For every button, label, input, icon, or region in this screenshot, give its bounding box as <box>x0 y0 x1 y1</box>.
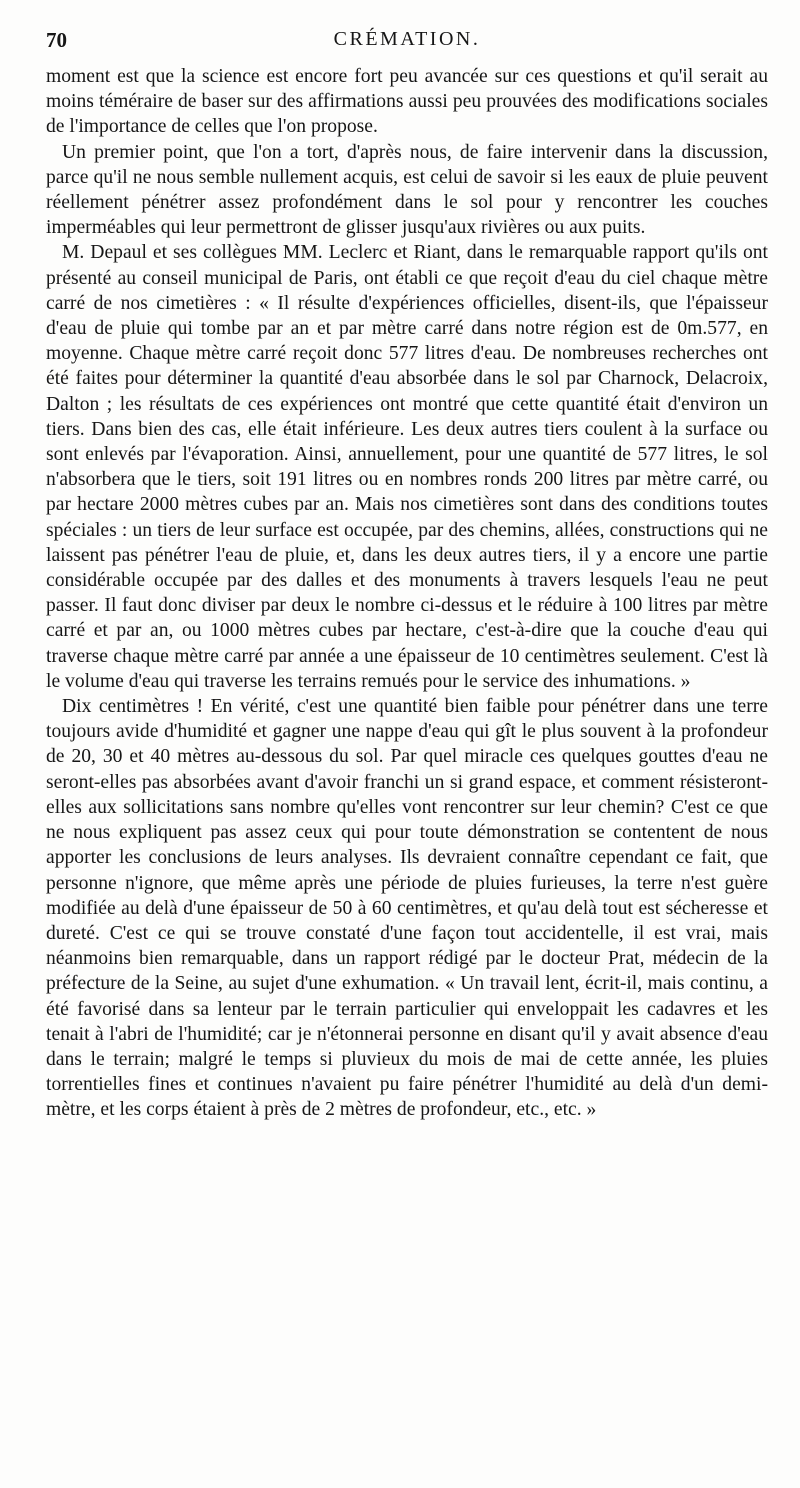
paragraph-depaul-report: M. Depaul et ses collègues MM. Leclerc et Riant, dans le remarquable rapport qu'ils ont présenté au conseil municipal de Paris, ont établi ce que reçoit d'eau du ciel chaque mètre carré de nos cimetières : « Il résulte d'expériences officielles, disent-ils, que l'épaisseur d'eau de pluie qui tombe par an et par mètre carré dans notre région est de 0m.577, en moyenne. Chaque mètre carré reçoit donc 577 litres d'eau. De nombreuses recherches ont été faites pour déterminer la quantité d'eau absorbée dans le sol par Charnock, Delacroix, Dalton ; les résultats de ces expériences ont montré que cette quantité était d'environ un tiers. Dans bien des cas, elle était inférieure. Les deux autres tiers coulent à la surface ou sont enlevés par l'évaporation. Ainsi, annuellement, pour une quantité de 577 litres, le sol n'absorbera que le tiers, soit 191 litres ou en nombres ronds 200 litres par mètre carré, ou par hectare 2000 mètres cubes par an. Mais nos cimetières sont dans des conditions toutes spéciales : un tiers de leur surface est occupée, par des chemins, allées, constructions qui ne laissent pas pénétrer l'eau de pluie, et, dans les deux autres tiers, il y a encore une partie considérable occupée par des dalles et des monuments à travers lesquels l'eau ne peut passer. Il faut donc diviser par deux le nombre ci-dessus et le réduire à 100 litres par mètre carré et par an, ou 1000 mètres cubes par hectare, c'est-à-dire que la couche d'eau qui traverse chaque mètre carré par année a une épaisseur de 10 centimètres seulement. C'est là le volume d'eau qui traverse les terrains remués pour le service des inhumations. » <box>46 242 768 692</box>
page-header <box>46 28 768 60</box>
body-text <box>46 64 768 1123</box>
paragraph-dix-centimetres: Dix centimètres ! En vérité, c'est une quantité bien faible pour pénétrer dans une terre toujours avide d'humidité et gagner une nappe d'eau qui gît le plus souvent à la profondeur de 20, 30 et 40 mètres au-dessous du sol. Par quel miracle ces quelques gouttes d'eau ne seront-elles pas absorbées avant d'avoir franchi un si grand espace, et comment résisteront-elles aux sollicitations sans nombre qu'elles vont rencontrer sur leur chemin? C'est ce que ne nous expliquent pas assez ceux qui pour toute démonstration se contentent de nous apporter les conclusions de leurs analyses. Ils devraient connaître cependant ce fait, que personne n'ignore, que même après une période de pluies furieuses, la terre n'est guère modifiée au delà d'une épaisseur de 50 à 60 centimètres, et qu'au delà tout est sécheresse et dureté. C'est ce qui se trouve constaté d'une façon tout accidentelle, il est vrai, mais néanmoins bien remarquable, dans un rapport rédigé par le docteur Prat, médecin de la préfecture de la Seine, au sujet d'une exhumation. « Un travail lent, écrit-il, mais continu, a été favorisé dans sa lenteur par le terrain particulier qui enveloppait les cadavres et les tenait à l'abri de l'humidité; car je n'étonnerai personne en disant qu'il y avait absence d'eau dans le terrain; malgré le temps si pluvieux du mois de mai de cette année, les pluies torrentielles fines et continues n'avaient pu faire pénétrer l'humidité au delà d'un demi-mètre, et les corps étaient à près de 2 mètres de profondeur, etc., etc. » <box>46 696 768 1121</box>
paragraph: Un premier point, que l'on a tort, d'après nous, de faire intervenir dans la discussion, parce qu'il ne nous semble nullement acquis, est celui de savoir si les eaux de pluie peuvent réellement pénétrer assez profondément dans le sol pour y rencontrer les couches imperméables qui leur permettront de glisser jusqu'aux rivières ou aux puits. <box>46 141 768 239</box>
page-number: 70 <box>46 28 67 52</box>
paragraph-continued: moment est que la science est encore fort peu avancée sur ces questions et qu'il serait au moins téméraire de baser sur des affirmations aussi peu prouvées des modifications sociales de l'importance de celles que l'on propose. <box>46 66 768 138</box>
running-head: CRÉMATION. <box>333 28 481 50</box>
